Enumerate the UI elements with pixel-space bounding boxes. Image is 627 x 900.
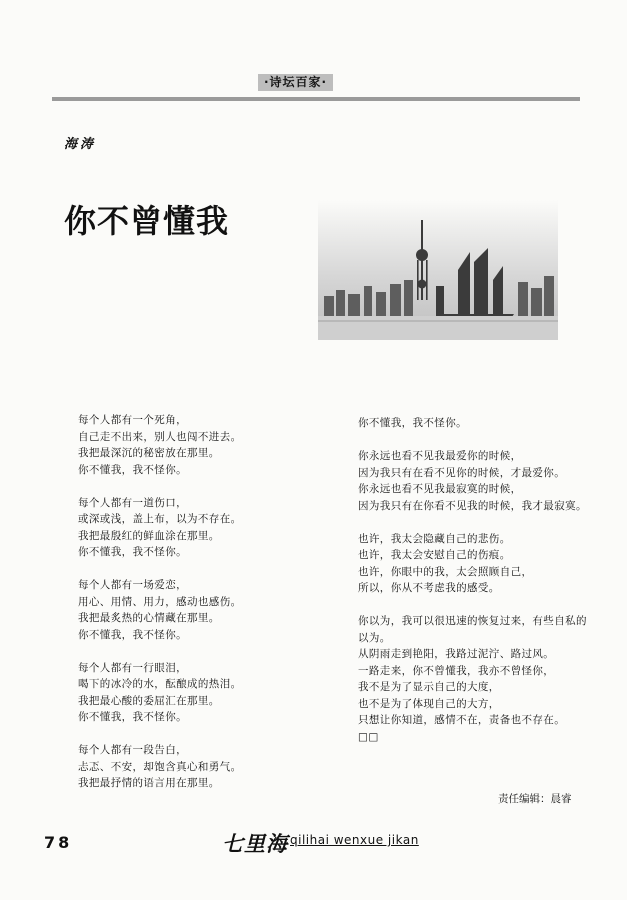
stanza [78, 577, 278, 643]
poem-line: 每个人都有一道伤口， [78, 496, 187, 509]
poem-line: 你永远也看不见我最寂寞的时候， [358, 483, 522, 495]
poem-line: 只想让你知道，感情不在，责备也不存在。 [358, 714, 566, 726]
magazine-name: 七里海 [222, 831, 288, 856]
poem-line: 因为我只有在看不见你的时候，才最爱你。 [358, 466, 566, 479]
poem-line: 喝下的冰冷的水，酝酿成的热泪。 [78, 678, 242, 690]
poem-line: 我把最深沉的秘密放在那里。 [78, 447, 220, 459]
stanza [78, 742, 278, 792]
poem-line: 我把最心酸的委屈汇在那里。 [78, 694, 220, 707]
poem-line: 你不懂我，我不怪你。 [78, 546, 187, 558]
poem-line: 你不懂我，我不怪你。 [78, 711, 187, 723]
poem-line: 我把最抒情的语言用在那里。 [78, 777, 220, 789]
poem-line: 所以，你从不考虑我的感受。 [358, 582, 500, 594]
poem-line: 因为我只有在你看不见我的时候，我才最寂寞。 [358, 499, 587, 512]
editor-credit: 责任编辑：晨睿 [498, 793, 572, 805]
poem-line: 自己走不出来，别人也闯不进去。 [78, 430, 242, 443]
poem-line: 或深或浅，盖上布，以为不存在。 [78, 513, 242, 525]
poem-line: 你不懂我，我不怪你。 [358, 417, 467, 429]
poem-line: 你不懂我，我不怪你。 [78, 628, 187, 641]
stanza [358, 448, 588, 514]
stanza [358, 613, 588, 745]
stanza [78, 660, 278, 726]
poem-line: 每个人都有一段告白， [78, 744, 187, 756]
magazine-pinyin: qilihai wenxue jikan [290, 833, 419, 847]
poem-line: 每个人都有一行眼泪， [78, 661, 187, 674]
poem-line: 用心、用情、用力，感动也感伤。 [78, 595, 242, 608]
page-number: 78 [44, 833, 73, 852]
poem-title: 你不曾懂我 [64, 202, 230, 240]
poem-left-column [78, 412, 278, 808]
poem-line: 我把最殷红的鲜血涂在那里。 [78, 529, 220, 542]
header-rule [52, 97, 580, 101]
poem-line: 你不懂我，我不怪你。 [78, 463, 187, 476]
skyline-photo [318, 200, 558, 340]
poem-line: 也不是为了体现自己的大方， [358, 697, 500, 710]
poem-line: 你永远也看不见我最爱你的时候， [358, 450, 522, 462]
poem-line: 我不是为了显示自己的大度， [358, 681, 500, 693]
stanza [78, 495, 278, 561]
poem-line: 也许，你眼中的我，太会照顾自己， [358, 565, 533, 578]
poem-line: 你以为，我可以很迅速的恢复过来，有些自私的以为。 [358, 615, 587, 644]
poem-right-column [358, 415, 588, 762]
poem-line: 也许，我太会隐藏自己的悲伤。 [358, 532, 511, 545]
stanza [358, 415, 588, 432]
poem-line: 从阴雨走到艳阳，我路过泥泞、路过风。 [358, 648, 555, 660]
end-mark: □□ [358, 730, 379, 743]
poem-line: 忐忑、不安，却饱含真心和勇气。 [78, 760, 242, 773]
poem-line: 每个人都有一个死角， [78, 414, 187, 426]
column-badge: ·诗坛百家· [258, 74, 333, 91]
stanza [358, 531, 588, 597]
poem-line: 每个人都有一场爱恋， [78, 579, 187, 591]
poem-line: 一路走来，你不曾懂我，我亦不曾怪你， [358, 664, 555, 677]
stanza [78, 412, 278, 478]
author-name: 海涛 [64, 137, 97, 152]
poem-line: 也许，我太会安慰自己的伤痕。 [358, 549, 511, 561]
poem-line: 我把最炙热的心情藏在那里。 [78, 612, 220, 624]
